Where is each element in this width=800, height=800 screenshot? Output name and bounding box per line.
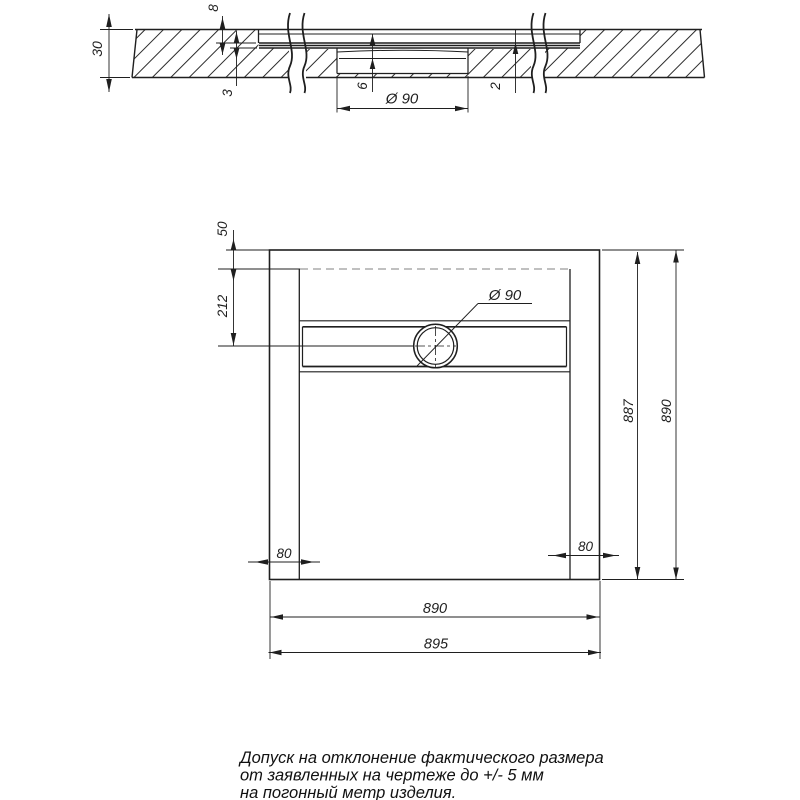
dim-label-cover-gap: 2 xyxy=(488,82,503,90)
break-line-left-2 xyxy=(302,13,306,93)
dim-label-length: 890 xyxy=(658,399,674,423)
dim-label-width: 895 xyxy=(423,636,449,653)
dim-label-border-right: 80 xyxy=(577,539,594,554)
dim-right-heights xyxy=(602,250,684,580)
section-view xyxy=(89,4,705,113)
tolerance-note-line-3: на погонный метр изделия. xyxy=(240,784,457,800)
tray-outline xyxy=(270,250,600,580)
tolerance-note xyxy=(238,749,604,800)
dim-bottom-widths xyxy=(269,581,602,659)
plan-view xyxy=(215,221,684,659)
dim-top-flange-and-offset xyxy=(215,221,300,346)
dim-seat-depth xyxy=(355,34,375,93)
tolerance-note-line-1: Допуск на отклонение фактического размера xyxy=(240,749,604,767)
dim-label-top-flange: 50 xyxy=(215,221,230,237)
dim-label-drain-diameter-plan: Ø 90 xyxy=(488,287,522,304)
section-left-block-hatch xyxy=(132,30,289,78)
dim-label-total-height: 30 xyxy=(89,41,105,57)
dim-label-drain-offset: 212 xyxy=(215,294,230,318)
dim-label-inner-width: 890 xyxy=(422,601,448,617)
dim-label-border-left: 80 xyxy=(276,546,292,561)
dim-drain-diameter-section xyxy=(337,76,468,113)
section-right-block-hatch xyxy=(545,30,705,78)
tolerance-note-line-2: от заявленных на чертеже до +/- 5 мм xyxy=(240,766,544,785)
dim-label-top-recess: 8 xyxy=(206,4,221,12)
break-line-right-1 xyxy=(531,13,535,93)
dim-label-seat-depth: 6 xyxy=(355,82,370,90)
dim-border-left xyxy=(248,546,320,565)
dim-label-drain-diameter-section: Ø 90 xyxy=(385,90,419,108)
section-cover-underside-arc xyxy=(337,50,468,52)
dim-label-inner-length: 887 xyxy=(620,399,636,423)
dim-label-cover-plate: 3 xyxy=(220,89,235,97)
dim-border-right xyxy=(548,539,619,558)
dim-total-height xyxy=(89,14,133,92)
